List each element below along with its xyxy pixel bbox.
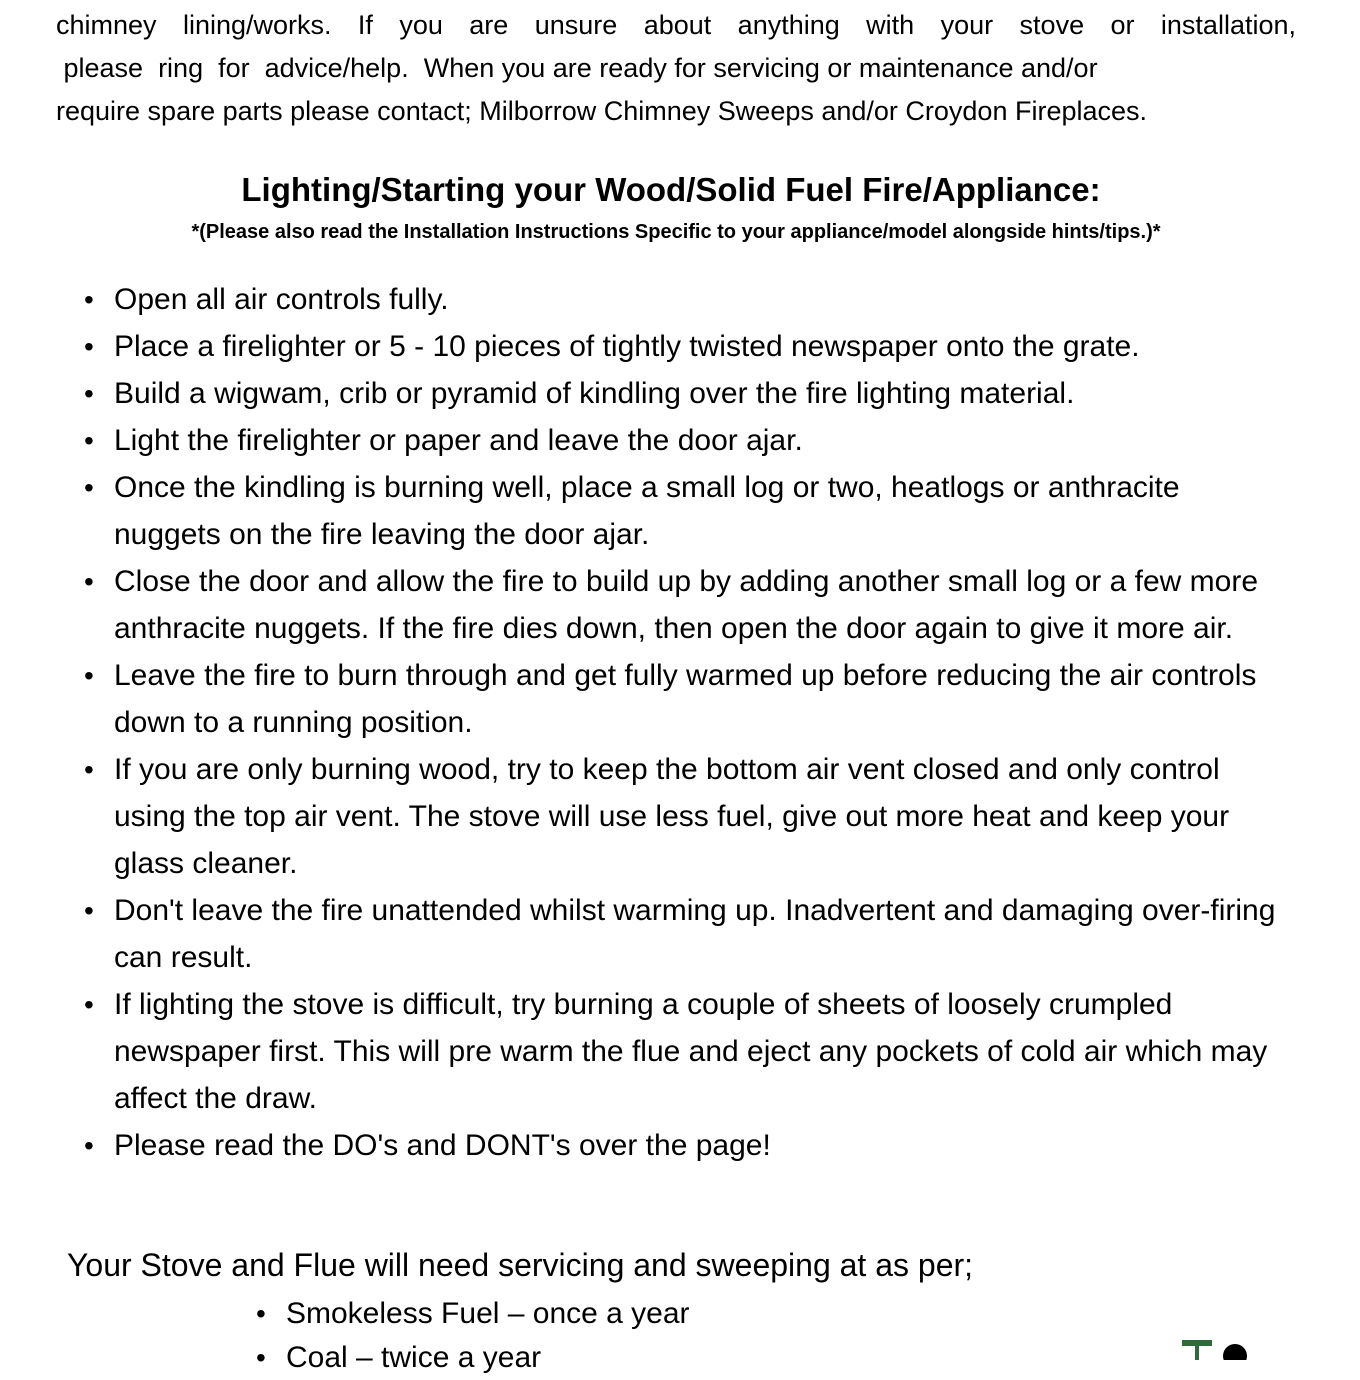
list-item: • Place a firelighter or 5 - 10 pieces of tightly twisted newspaper onto the grate. (114, 323, 1294, 370)
list-item: • Please read the DO's and DONT's over the page! (114, 1122, 1294, 1169)
chimney-sweep-logo-icon (1180, 1336, 1250, 1360)
list-item: • Once the kindling is burning well, place a small log or two, heatlogs or anthracite nuggets on the fire leaving the door ajar. (114, 464, 1294, 558)
list-item: • Smokeless Fuel – once a year (286, 1292, 690, 1336)
list-item: • Leave the fire to burn through and get fully warmed up before reducing the air controls down to a running position. (114, 652, 1294, 746)
intro-line-2: please ring for advice/help. When you are ready for servicing or maintenance and/or (56, 53, 1098, 83)
list-item: • Coal – twice a year (286, 1336, 690, 1380)
list-item: • Close the door and allow the fire to build up by adding another small log or a few more anthracite nuggets. If the fire dies down, then open the door again to give it more air. (114, 558, 1294, 652)
list-item: • Don't leave the fire unattended whilst warming up. Inadvertent and damaging over-firing can result. (114, 887, 1294, 981)
intro-paragraph (56, 4, 1296, 133)
section-subheading: *(Please also read the Installation Instructions Specific to your appliance/model alongside hints/tips.)* (191, 221, 1161, 243)
intro-line-3: require spare parts please contact; Milborrow Chimney Sweeps and/or Croydon Fireplaces. (56, 96, 1148, 126)
lighting-steps-list (114, 276, 1294, 1169)
servicing-note: Your Stove and Flue will need servicing and sweeping at as per; (67, 1247, 974, 1283)
list-item: • If lighting the stove is difficult, try burning a couple of sheets of loosely crumpled newspaper first. This will pre warm the flue and eject any pockets of cold air which may affect the draw. (114, 981, 1294, 1122)
list-item: • If you are only burning wood, try to keep the bottom air vent closed and only control using the top air vent. The stove will use less fuel, give out more heat and keep your glass cleaner. (114, 746, 1294, 887)
list-item: • Open all air controls fully. (114, 276, 1294, 323)
list-item: • Build a wigwam, crib or pyramid of kindling over the fire lighting material. (114, 370, 1294, 417)
list-item: • Light the firelighter or paper and leave the door ajar. (114, 417, 1294, 464)
section-heading: Lighting/Starting your Wood/Solid Fuel Fire/Appliance: (241, 171, 1101, 208)
servicing-schedule-list (286, 1292, 690, 1380)
intro-line-1: chimney lining/works. If you are unsure about anything with your stove or installation, (56, 10, 1296, 40)
